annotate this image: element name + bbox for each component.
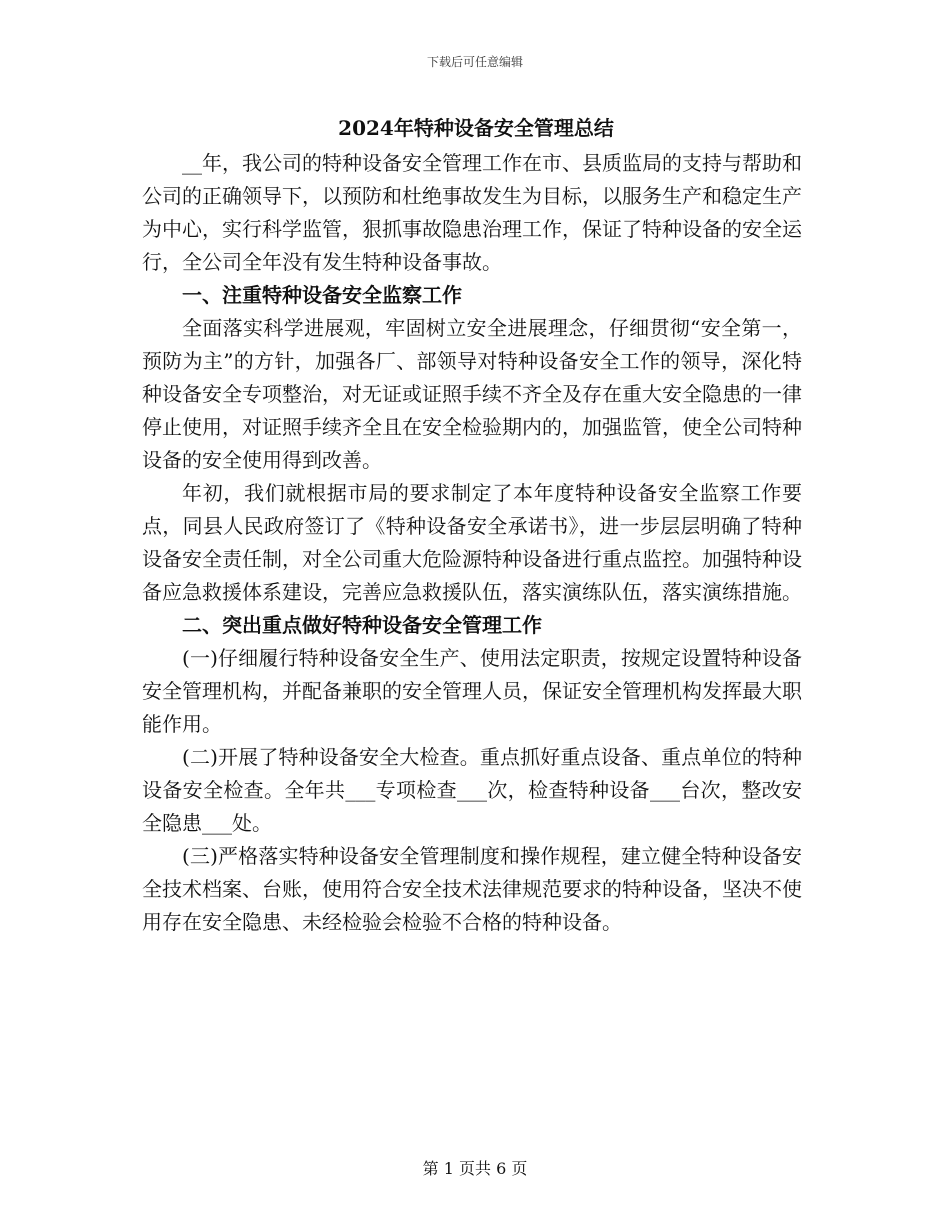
page-number: 第 1 页共 6 页 xyxy=(422,1159,528,1178)
document-body xyxy=(142,112,802,939)
header-note: 下载后可任意编辑 xyxy=(426,55,523,69)
section-heading-1: 一、注重特种设备安全监察工作 xyxy=(182,283,462,307)
document-title: 2024年特种设备安全管理总结 xyxy=(338,116,614,140)
body-paragraph: 年初，我们就根据市局的要求制定了本年度特种设备安全监察工作要点，同县人民政府签订了《特种设备安全承诺书》，进一步层层明确了特种设备安全责任制，对全公司重大危险源特种设备进行重点监控。加强特种设备应急救援体系建设，完善应急救援队伍，落实演练队伍，落实演练措施。 xyxy=(142,481,802,604)
intro-paragraph: __年，我公司的特种设备安全管理工作在市、县质监局的支持与帮助和公司的正确领导下，以预防和杜绝事故发生为目标，以服务生产和稳定生产为中心，实行科学监管，狠抓事故隐患治理工作，保证了特种设备的安全运行，全公司全年没有发生特种设备事故。 xyxy=(142,151,802,274)
body-paragraph: (三)严格落实特种设备安全管理制度和操作规程，建立健全特种设备安全技术档案、台账，使用符合安全技术法律规范要求的特种设备，坚决不使用存在安全隐患、未经检验会检验不合格的特种设备。 xyxy=(142,844,802,934)
body-paragraph: (二)开展了特种设备安全大检查。重点抓好重点设备、重点单位的特种设备安全检查。全年共___专项检查___次，检查特种设备___台次，整改安全隐患___处。 xyxy=(142,745,802,835)
section-heading-2: 二、突出重点做好特种设备安全管理工作 xyxy=(182,613,542,637)
body-paragraph: 全面落实科学进展观，牢固树立安全进展理念，仔细贯彻“安全第一，预防为主”的方针，加强各厂、部领导对特种设备安全工作的领导，深化特种设备安全专项整治，对无证或证照手续不齐全及存在重大安全隐患的一律停止使用，对证照手续齐全且在安全检验期内的，加强监管，使全公司特种设备的安全使用得到改善。 xyxy=(142,316,802,472)
body-paragraph: (一)仔细履行特种设备安全生产、使用法定职责，按规定设置特种设备安全管理机构，并配备兼职的安全管理人员，保证安全管理机构发挥最大职能作用。 xyxy=(142,646,802,736)
